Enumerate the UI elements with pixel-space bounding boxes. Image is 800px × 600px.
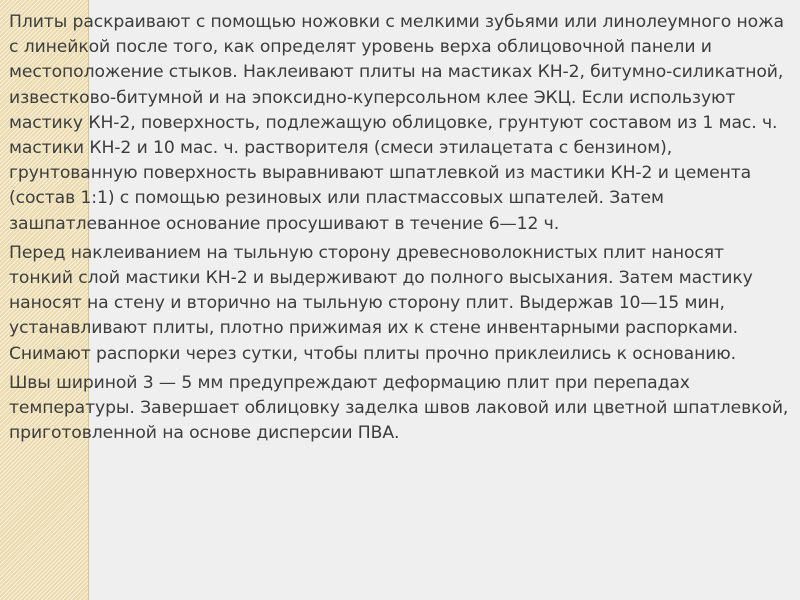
paragraph-1: Плиты раскраивают с помощью ножовки с мелкими зубьями или линолеумного ножа с линейкой после того, как определят уровень верха облицовочной панели и местоположение стыков. Наклеивают плиты на мастиках КН-2, битумно-силикатной, известково-битумной и на эпоксидно-куперсольном клее ЭКЦ. Если используют мастику КН-2, поверхность, подлежащую облицовке, грунтуют составом из 1 мас. ч. мастики КН-2 и 10 мас. ч. растворителя (смеси этилацетата с бензином), грунтованную поверхность выравнивают шпатлевкой из мастики КН-2 и цемента (состав 1:1) с помощью резиновых или пластмассовых шпателей. Затем зашпатлеванное основание просушивают в течение 6—12 ч. (9, 12, 784, 234)
slide-body (9, 10, 791, 450)
paragraph-2: Перед наклеиванием на тыльную сторону древесноволокнистых плит наносят тонкий слой мастики КН-2 и выдерживают до полного высыхания. Затем мастику наносят на стену и вторично на тыльную сторону плит. Выдержав 10—15 мин, устанавливают плиты, плотно прижимая их к стене инвентарными распорками. Снимают распорки через сутки, чтобы плиты прочно приклеились к основанию. (9, 242, 753, 364)
paragraph-3: Швы шириной 3 — 5 мм предупреждают деформацию плит при перепадах температуры. Завершает облицовку заделка швов лаковой или цветной шпатлевкой, приготовленной на основе дисперсии ПВА. (9, 372, 789, 444)
